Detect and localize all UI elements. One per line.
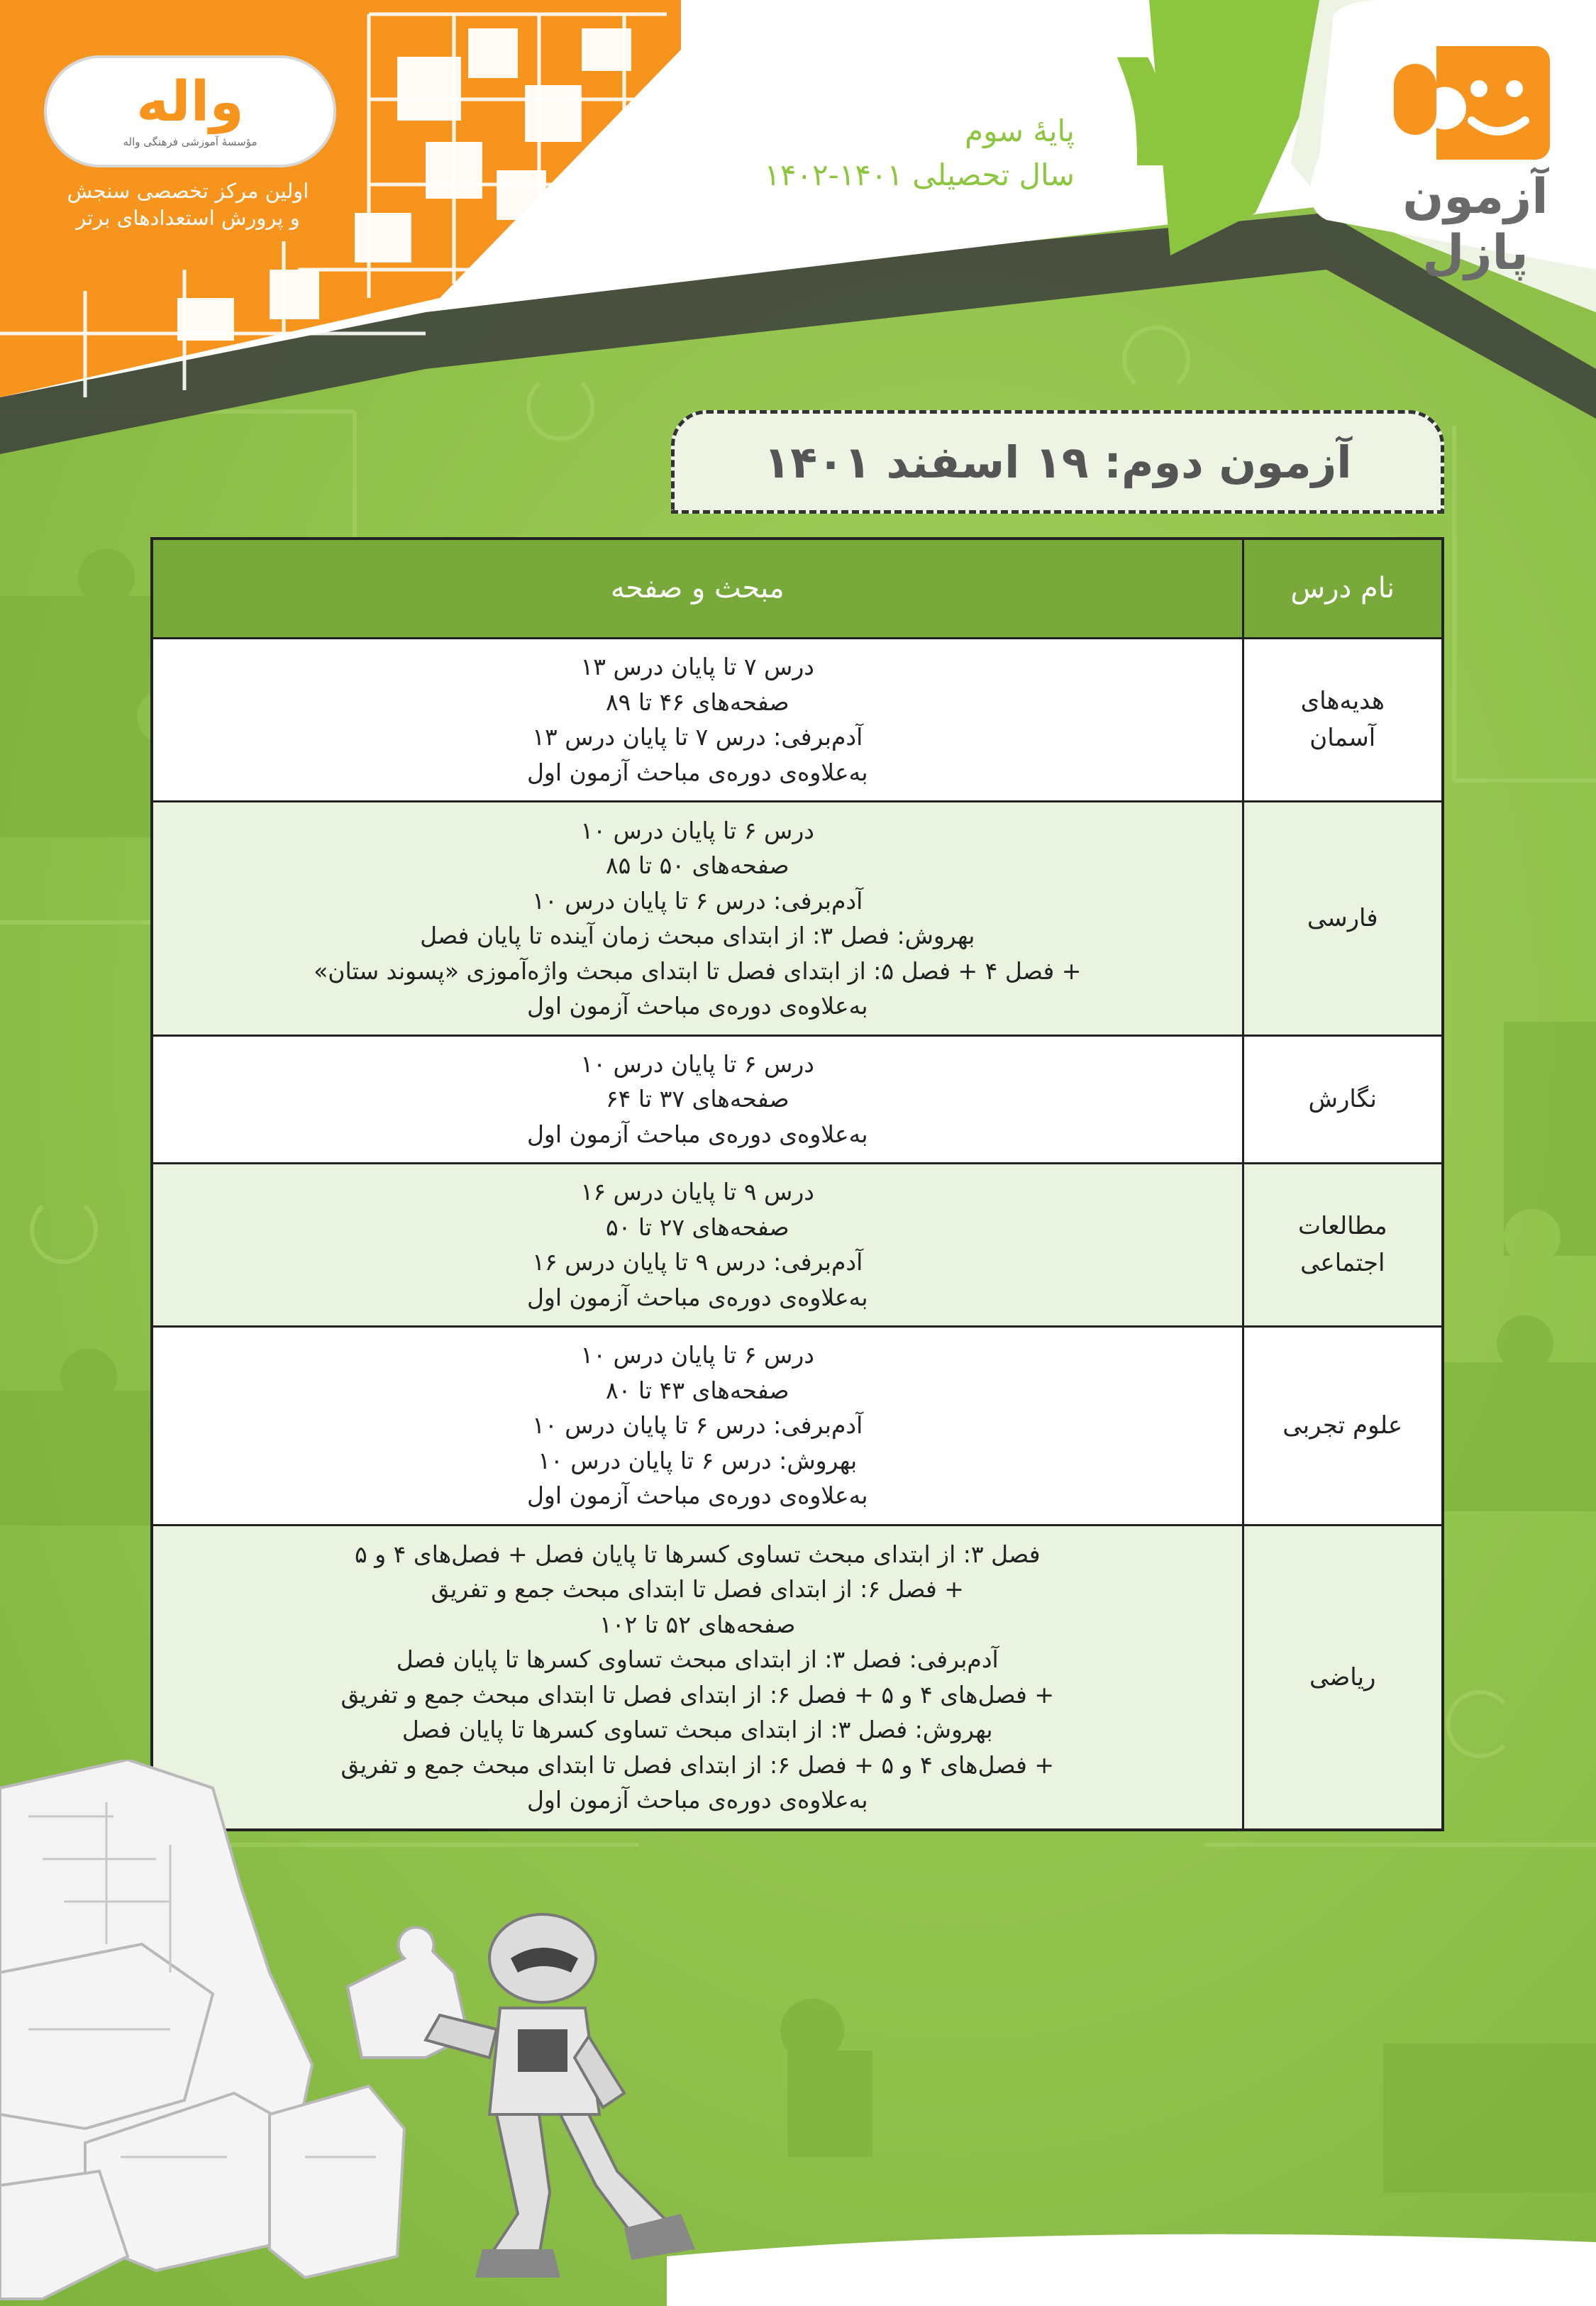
topics-cell (152, 1035, 1243, 1163)
topic-line: + فصل‌های ۴ و ۵ + فصل ۶: از ابتدای فصل تا ابتدای مبحث جمع و تفریق (340, 1750, 1055, 1779)
topic-line: آدم‌برفی: درس ۶ تا پایان درس ۱۰ (532, 1411, 863, 1440)
topic-line: فصل ۳: از ابتدای مبحث تساوی کسرها تا پایان فصل + فصل‌های ۴ و ۵ (355, 1540, 1041, 1568)
topic-line: به‌علاوه‌ی دوره‌ی مباحث آزمون اول (526, 1482, 868, 1510)
topic-line: به‌علاوه‌ی دوره‌ی مباحث آزمون اول (526, 1120, 868, 1148)
subject-line: نگارش (1308, 1085, 1378, 1113)
topic-line: درس ۷ تا پایان درس ۱۳ (580, 653, 814, 680)
exam-title: آزمون دوم: ۱۹ اسفند ۱۴۰۱ (763, 436, 1352, 488)
tagline-line-2: و پرورش استعدادهای برتر (76, 206, 300, 230)
table-row (152, 1163, 1443, 1326)
column-header-topics: مبحث و صفحه (152, 539, 1243, 638)
subject-cell (1243, 1035, 1443, 1163)
exam-topics-table (150, 537, 1444, 1831)
grade-label: پایهٔ سوم (965, 114, 1075, 148)
subject-line: فارسی (1307, 904, 1378, 932)
topic-line: آدم‌برفی: درس ۹ تا پایان درس ۱۶ (532, 1248, 863, 1276)
topic-line: به‌علاوه‌ی دوره‌ی مباحث آزمون اول (526, 992, 868, 1020)
topic-line: + فصل‌های ۴ و ۵ + فصل ۶: از ابتدای فصل تا ابتدای مبحث جمع و تفریق (340, 1680, 1055, 1709)
topics-cell (152, 801, 1243, 1035)
topic-line: آدم‌برفی: فصل ۳: از ابتدای مبحث تساوی کسرها تا پایان فصل (396, 1645, 999, 1674)
subject-line: هدیه‌های (1300, 687, 1385, 715)
topic-line: صفحه‌های ۵۰ تا ۸۵ (605, 851, 789, 879)
tagline-line-1: اولین مرکز تخصصی سنجش (67, 179, 309, 203)
topics-cell (152, 638, 1243, 801)
exam-title-box (671, 410, 1444, 514)
topic-line: + فصل ۶: از ابتدای فصل تا ابتدای مبحث جمع و تفریق (431, 1575, 964, 1604)
topic-line: صفحه‌های ۳۷ تا ۶۴ (605, 1085, 789, 1113)
topic-line: درس ۶ تا پایان درس ۱۰ (580, 816, 814, 844)
topic-line: به‌علاوه‌ی دوره‌ی مباحث آزمون اول (526, 1786, 868, 1814)
subject-cell (1243, 801, 1443, 1035)
topic-line: آدم‌برفی: درس ۷ تا پایان درس ۱۳ (532, 723, 863, 751)
topic-line: بهروش: فصل ۳: از ابتدای مبحث زمان آینده تا پایان فصل (420, 922, 975, 949)
topic-line: صفحه‌های ۲۷ تا ۵۰ (605, 1213, 789, 1241)
brand-tagline (28, 177, 348, 231)
topic-line: به‌علاوه‌ی دوره‌ی مباحث آزمون اول (526, 1283, 868, 1311)
subject-line: آسمان (1309, 724, 1376, 752)
column-header-subject: نام درس (1243, 539, 1443, 638)
topic-line: درس ۶ تا پایان درس ۱۰ (580, 1049, 814, 1078)
table-row (152, 801, 1443, 1035)
table-header-row (152, 539, 1443, 638)
valeh-logo-subtitle: مؤسسهٔ آموزشی فرهنگی واله (123, 136, 257, 148)
topic-line: درس ۹ تا پایان درس ۱۶ (580, 1178, 814, 1206)
topic-line: + فصل ۴ + فصل ۵: از ابتدای فصل تا ابتدای مبحث واژه‌آموزی «پسوند ستان» (314, 956, 1082, 985)
table-row (152, 638, 1443, 801)
subject-cell (1243, 1163, 1443, 1326)
subject-line: مطالعات (1297, 1212, 1387, 1240)
academic-year-label: سال تحصیلی ۱۴۰۱-۱۴۰۲ (764, 158, 1075, 192)
table-row (152, 1326, 1443, 1525)
topics-cell (152, 1163, 1243, 1326)
topics-cell (152, 1326, 1243, 1525)
valeh-logo-word: واله (136, 70, 244, 134)
grade-number: ۳ (1114, 7, 1219, 206)
topic-line: آدم‌برفی: درس ۶ تا پایان درس ۱۰ (532, 886, 863, 915)
puzzle-logo-icon (1387, 39, 1550, 167)
topic-line: بهروش: فصل ۳: از ابتدای مبحث تساوی کسرها تا پایان فصل (401, 1716, 993, 1744)
subject-line: اجتماعی (1300, 1249, 1385, 1277)
robot-puzzle-illustration (0, 1760, 1596, 2306)
subject-line: ریاضی (1309, 1662, 1376, 1692)
table-row (152, 1035, 1443, 1163)
topic-line: صفحه‌های ۴۳ تا ۸۰ (605, 1376, 789, 1404)
topic-line: صفحه‌های ۴۶ تا ۸۹ (605, 688, 789, 716)
subject-line: علوم تجربی (1282, 1411, 1403, 1440)
subject-cell (1243, 638, 1443, 801)
valeh-logo (44, 55, 336, 167)
topic-line: صفحه‌های ۵۲ تا ۱۰۲ (599, 1610, 796, 1638)
topic-line: به‌علاوه‌ی دوره‌ی مباحث آزمون اول (526, 758, 868, 786)
topic-line: بهروش: درس ۶ تا پایان درس ۱۰ (538, 1446, 858, 1474)
puzzle-brand-name: آزمون پازل (1402, 169, 1548, 281)
topic-line: درس ۶ تا پایان درس ۱۰ (580, 1341, 814, 1369)
subject-cell (1243, 1326, 1443, 1525)
